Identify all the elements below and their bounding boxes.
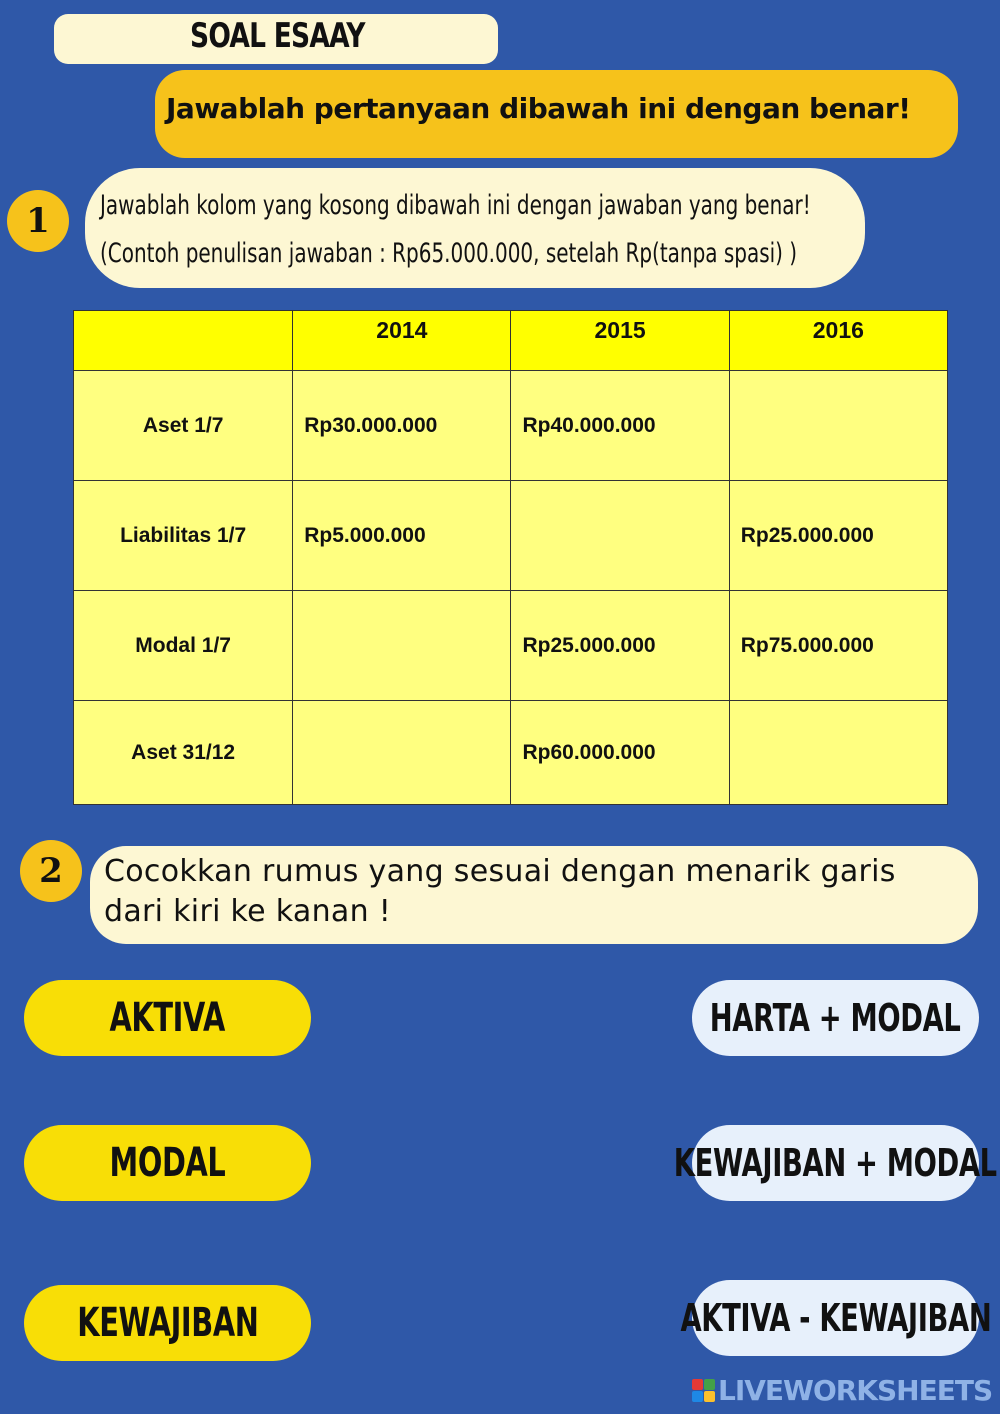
match-right-aktiva-kewajiban[interactable] [680,1280,991,1356]
table-cell: Rp60.000.000 [511,701,729,805]
question-1-box [85,168,865,288]
answer-cell[interactable] [729,701,947,805]
match-left-label: AKTIVA [109,995,226,1041]
page-title: SOAL ESAAY [190,16,365,56]
table-cell: Rp30.000.000 [293,371,511,481]
row-label: Modal 1/7 [74,591,293,701]
match-right-label: KEWAJIBAN + MODAL [674,1141,997,1185]
answer-cell[interactable] [729,371,947,481]
table-cell: Rp75.000.000 [729,591,947,701]
table-header-cell: 2014 [293,311,511,371]
table-row [74,371,948,481]
table-cell: Rp25.000.000 [511,591,729,701]
table-header-row [74,311,948,371]
match-left-label: KEWAJIBAN [76,1300,259,1346]
table-row [74,481,948,591]
match-right-label: AKTIVA - KEWAJIBAN [680,1296,991,1340]
table-cell: Rp25.000.000 [729,481,947,591]
logo-text: LIVEWORKSHEETS [718,1373,993,1407]
logo-square [704,1391,715,1402]
instruction-text: Jawablah pertanyaan dibawah ini dengan benar! [166,92,911,125]
question-1-number: 1 [7,190,69,252]
match-left-kewajiban[interactable] [24,1285,311,1361]
row-label: Aset 1/7 [74,371,293,481]
question-2-number: 2 [20,840,82,902]
table-cell: Rp40.000.000 [511,371,729,481]
table-row [74,591,948,701]
question-1-line-1: Jawablah kolom yang kosong dibawah ini dengan jawaban yang benar! [100,190,811,221]
match-right-kewajiban-modal[interactable] [674,1125,997,1201]
match-left-label: MODAL [109,1140,226,1186]
match-right-label: HARTA + MODAL [710,996,961,1040]
logo-square [692,1379,703,1390]
logo-square [692,1391,703,1402]
match-right-harta-modal[interactable] [692,980,979,1056]
table-header-cell: 2016 [729,311,947,371]
table-header-cell: 2015 [511,311,729,371]
match-left-modal[interactable] [24,1125,311,1201]
logo-square [704,1379,715,1390]
answer-cell[interactable] [293,591,511,701]
table-cell: Rp5.000.000 [293,481,511,591]
row-label: Aset 31/12 [74,701,293,805]
table-header-cell [74,311,293,371]
answer-cell[interactable] [511,481,729,591]
question-2-text: Cocokkan rumus yang sesuai dengan menarik garis dari kiri ke kanan ! [104,854,896,929]
match-left-aktiva[interactable] [24,980,311,1056]
logo-grid-icon [692,1379,715,1402]
liveworksheets-logo[interactable] [692,1373,993,1407]
row-label: Liabilitas 1/7 [74,481,293,591]
question-1-line-2: (Contoh penulisan jawaban : Rp65.000.000, setelah Rp(tanpa spasi) ) [100,238,798,269]
balance-table [73,310,948,805]
table-row [74,701,948,805]
answer-cell[interactable] [293,701,511,805]
